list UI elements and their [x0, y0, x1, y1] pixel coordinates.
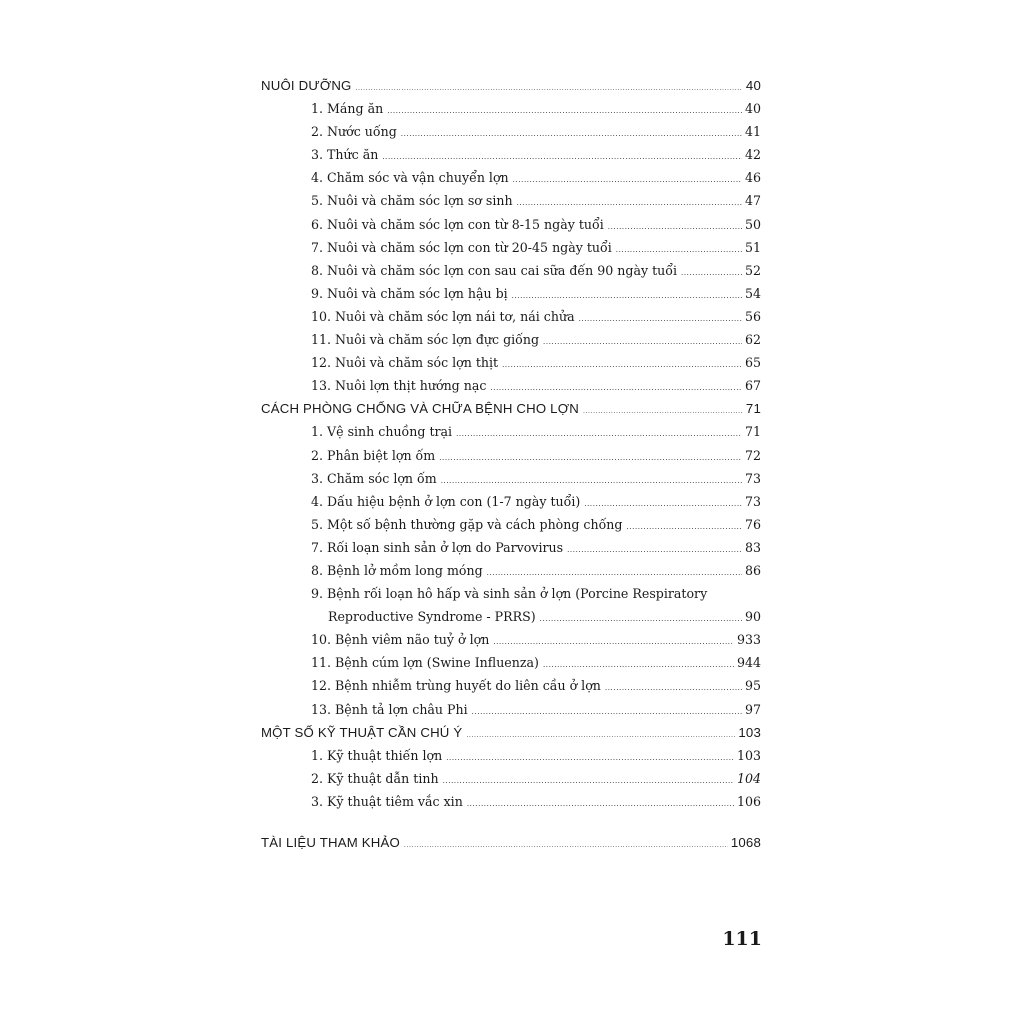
table-of-contents	[261, 74, 761, 854]
dot-leader	[583, 400, 743, 423]
dot-leader	[466, 724, 735, 747]
dot-leader	[513, 169, 742, 192]
toc-entry: 9. Nuôi và chăm sóc lợn hậu bị ..... 54	[261, 282, 761, 305]
toc-entry: 6. Nuôi và chăm sóc lợn con từ 8-15 ngày tuổi ..... 50	[261, 213, 761, 236]
toc-entry: 4. Dấu hiệu bệnh ở lợn con (1-7 ngày tuổi) ..... 73	[261, 490, 761, 513]
toc-entry: 7. Nuôi và chăm sóc lợn con từ 20-45 ngày tuổi ..... 51	[261, 236, 761, 259]
dot-leader	[540, 608, 742, 631]
toc-entry: 3. Thức ăn ..... 42	[261, 143, 761, 166]
toc-section-heading: MỘT SỐ KỸ THUẬT CẦN CHÚ Ý ..... 103	[261, 721, 761, 744]
toc-entry-continuation: Reproductive Syndrome - PRRS) ..... 90	[261, 605, 761, 628]
toc-entry: 7. Rối loạn sinh sản ở lợn do Parvovirus ..... 83	[261, 536, 761, 559]
toc-entry: 13. Bệnh tả lợn châu Phi ..... 97	[261, 698, 761, 721]
toc-entry: 2. Phân biệt lợn ốm ..... 72	[261, 444, 761, 467]
dot-leader	[472, 701, 742, 724]
dot-leader	[446, 747, 734, 770]
dot-leader	[443, 770, 734, 793]
dot-leader	[543, 331, 742, 354]
toc-entry: 1. Máng ăn ..... 40	[261, 97, 761, 120]
toc-section-heading: TÀI LIỆU THAM KHẢO ..... 1068	[261, 831, 761, 854]
toc-entry: 3. Kỹ thuật tiêm vắc xin ..... 106	[261, 790, 761, 813]
toc-entry: 8. Bệnh lở mồm long móng ..... 86	[261, 559, 761, 582]
toc-entry: 13. Nuôi lợn thịt hướng nạc ..... 67	[261, 374, 761, 397]
dot-leader	[467, 793, 734, 816]
page-number: 111	[722, 928, 762, 950]
dot-leader	[387, 100, 742, 123]
toc-entry: 1. Vệ sinh chuồng trại ..... 71	[261, 420, 761, 443]
toc-entry: 1. Kỹ thuật thiến lợn ..... 103	[261, 744, 761, 767]
toc-entry: 5. Một số bệnh thường gặp và cách phòng chống ..... 76	[261, 513, 761, 536]
toc-entry: 2. Nước uống ..... 41	[261, 120, 761, 143]
dot-leader	[456, 423, 742, 446]
toc-entry: 9. Bệnh rối loạn hô hấp và sinh sản ở lợn (Porcine Respiratory	[311, 586, 708, 602]
dot-leader	[626, 516, 741, 539]
dot-leader	[579, 308, 742, 331]
toc-entry: 12. Nuôi và chăm sóc lợn thịt ..... 65	[261, 351, 761, 374]
toc-entry: 10. Bệnh viêm não tuỷ ở lợn ..... 933	[261, 628, 761, 651]
toc-entry: 10. Nuôi và chăm sóc lợn nái tơ, nái chửa ..... 56	[261, 305, 761, 328]
dot-leader	[356, 77, 743, 100]
dot-leader	[681, 262, 742, 285]
dot-leader	[404, 834, 728, 857]
dot-leader	[608, 216, 742, 239]
dot-leader	[502, 354, 742, 377]
dot-leader	[439, 447, 742, 470]
toc-entry: 4. Chăm sóc và vận chuyển lợn ..... 46	[261, 166, 761, 189]
toc-entry: 2. Kỹ thuật dẫn tinh ..... 104	[261, 767, 761, 790]
toc-entry: 12. Bệnh nhiễm trùng huyết do liên cầu ở lợn ..... 95	[261, 674, 761, 697]
toc-entry: 3. Chăm sóc lợn ốm ..... 73	[261, 467, 761, 490]
dot-leader	[605, 677, 742, 700]
toc-entry: 8. Nuôi và chăm sóc lợn con sau cai sữa đến 90 ngày tuổi ..... 52	[261, 259, 761, 282]
toc-entry: 11. Bệnh cúm lợn (Swine Influenza) ..... 944	[261, 651, 761, 674]
dot-leader	[401, 123, 742, 146]
dot-leader	[567, 539, 742, 562]
toc-section-heading: CÁCH PHÒNG CHỐNG VÀ CHỮA BỆNH CHO LỢN ..... 71	[261, 397, 761, 420]
toc-section-heading: NUÔI DƯỠNG ..... 40	[261, 74, 761, 97]
toc-entry: 11. Nuôi và chăm sóc lợn đực giống ..... 62	[261, 328, 761, 351]
toc-entry: 5. Nuôi và chăm sóc lợn sơ sinh ..... 47	[261, 189, 761, 212]
